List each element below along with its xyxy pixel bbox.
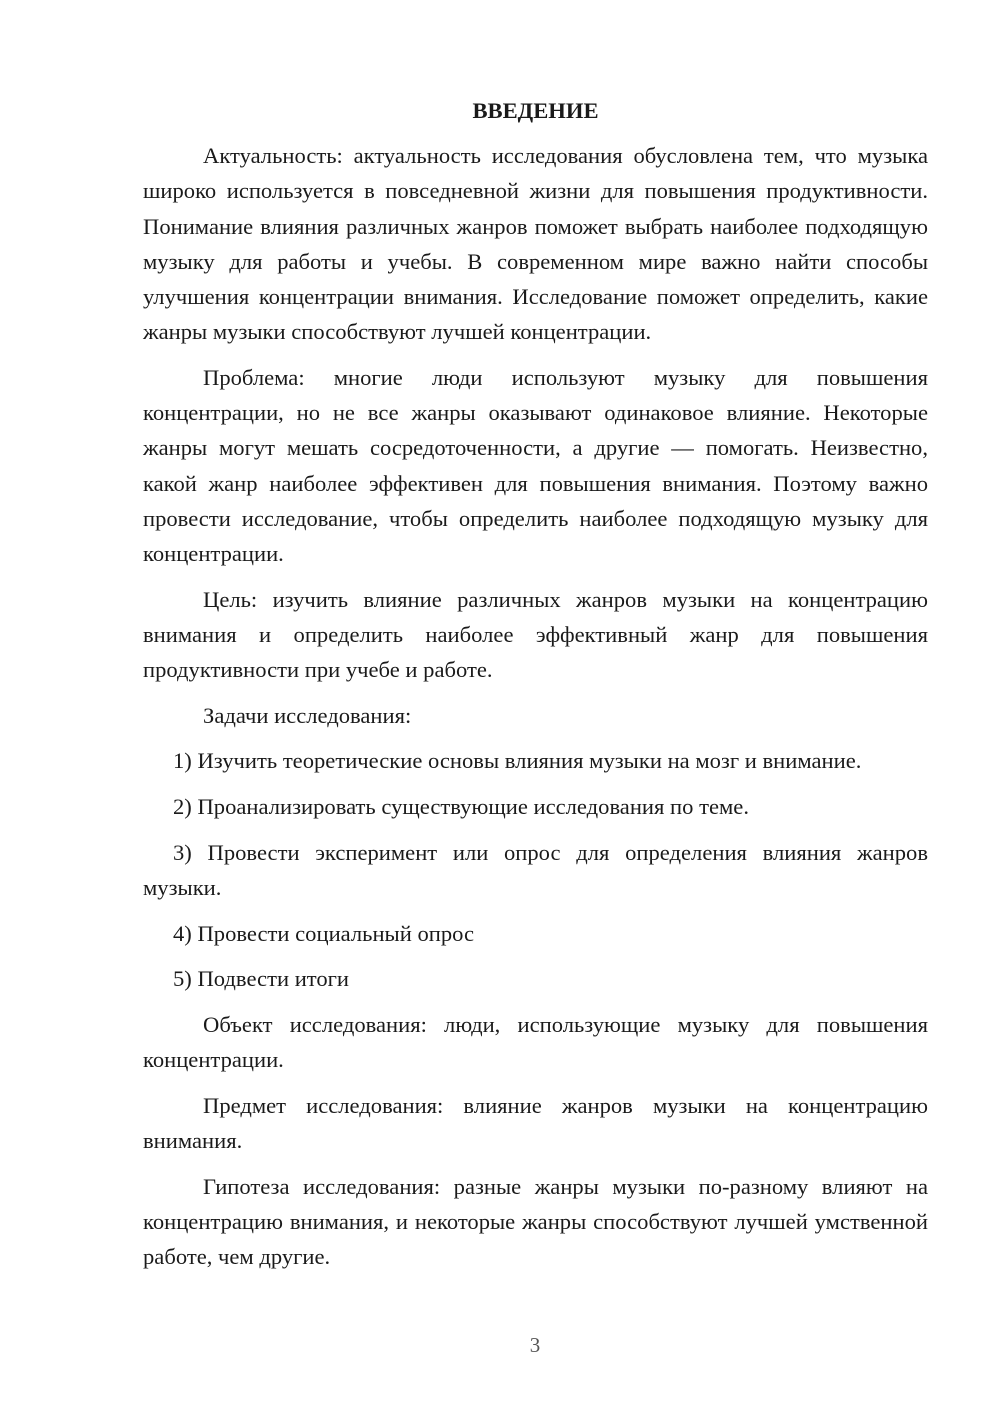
task-item: 2) Проанализировать существующие исследования по теме. [173,794,749,820]
goal-paragraph: Цель: изучить влияние различных жанров музыки на концентрацию внимания и определить наиболее эффективный жанр для повышения продуктивности при учебе и работе. [143,586,928,683]
tasks-heading: Задачи исследования: [203,702,412,728]
task-item: 1) Изучить теоретические основы влияния музыки на мозг и внимание. [173,748,862,774]
task-item: 3) Провести эксперимент или опрос для определения влияния жанров музыки. [143,839,928,901]
section-heading: ВВЕДЕНИЕ [472,98,599,123]
object-paragraph: Объект исследования: люди, использующие музыку для повышения концентрации. [143,1012,928,1073]
page-number: 3 [529,1333,541,1357]
task-item: 4) Провести социальный опрос [173,920,475,946]
hypothesis-paragraph: Гипотеза исследования: разные жанры музыки по-разному влияют на концентрацию внимания, и некоторые жанры способствуют лучшей умственной работе, чем другие. [143,1173,928,1270]
problem-paragraph: Проблема: многие люди используют музыку для повышения концентрации, но не все жанры оказывают одинаковое влияние. Некоторые жанры могут мешать сосредоточенности, а другие — помогать. Неизвестно, какой жанр наиболее эффективен для повышения внимания. Поэтому важно провести исследование, чтобы определить наиболее подходящую музыку для концентрации. [143,364,928,566]
page-content [143,93,928,1285]
relevance-paragraph: Актуальность: актуальность исследования обусловлена тем, что музыка широко используется в повседневной жизни для повышения продуктивности. Понимание влияния различных жанров поможет выбрать наиболее подходящую музыку для работы и учебы. В современном мире важно найти способы улучшения концентрации внимания. Исследование поможет определить, какие жанры музыки способствуют лучшей концентрации. [143,143,928,345]
subject-paragraph: Предмет исследования: влияние жанров музыки на концентрацию внимания. [143,1093,928,1154]
task-item: 5) Подвести итоги [173,966,350,992]
